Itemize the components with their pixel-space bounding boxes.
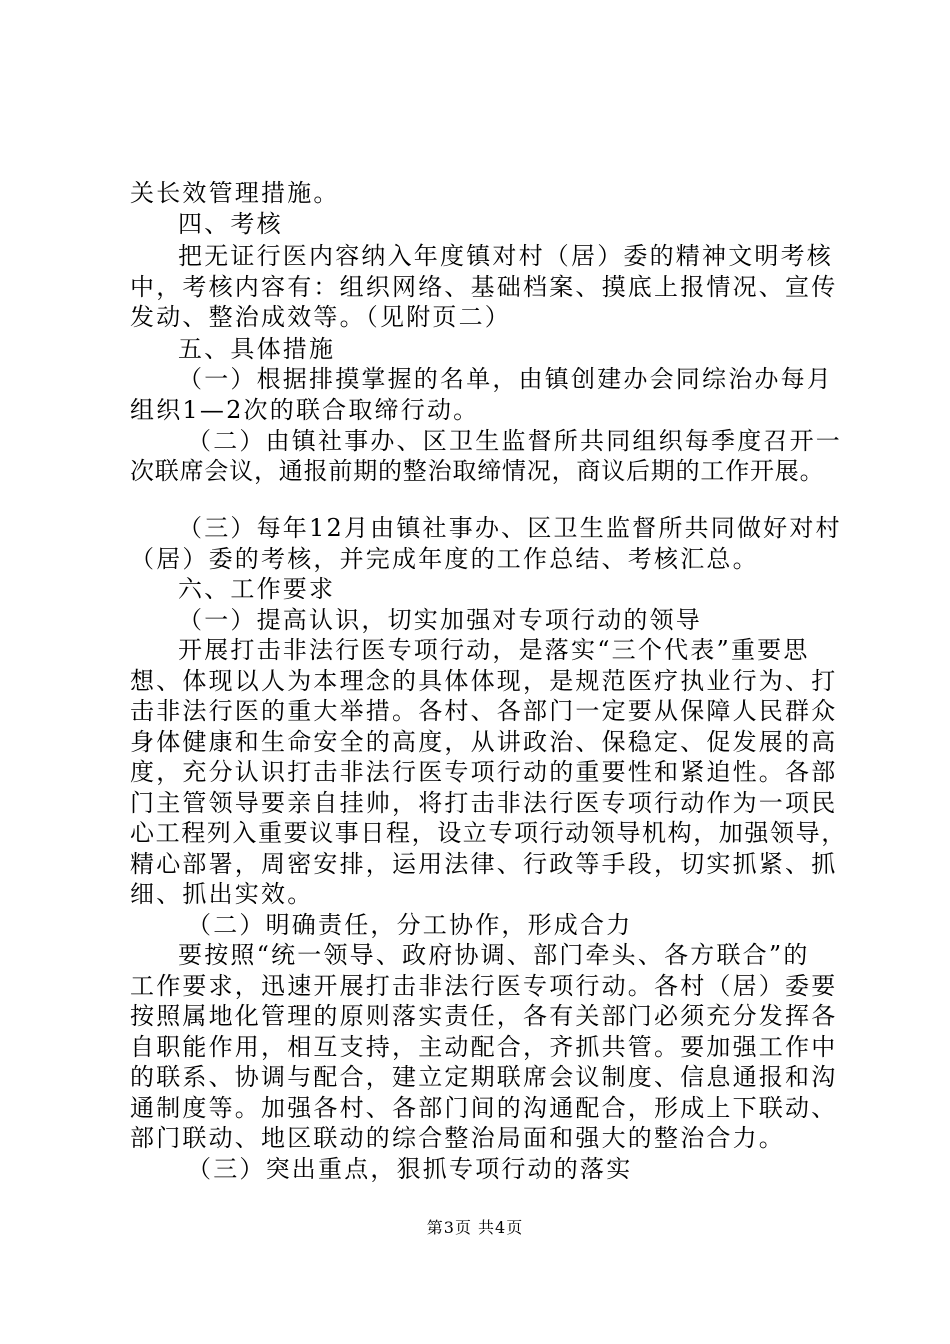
- body-text-line: 次联席会议，通报前期的整治取缔情况，商议后期的工作开展。: [130, 457, 825, 485]
- page-footer: 第3页 共4页: [426, 1218, 524, 1237]
- body-text-line: （居）委的考核，并完成年度的工作总结、考核汇总。: [130, 545, 759, 573]
- body-text-line: 把无证行医内容纳入年度镇对村（居）委的精神文明考核: [178, 242, 833, 270]
- subsection-heading: （一）提高认识，切实加强对专项行动的领导: [178, 606, 702, 634]
- body-text-line: 精心部署，周密安排，运用法律、行政等手段，切实抓紧、抓: [130, 850, 838, 878]
- section-heading: 五、具体措施: [178, 335, 336, 363]
- body-text-line: 细、抓出实效。: [130, 880, 314, 908]
- section-heading: 六、工作要求: [178, 575, 336, 603]
- body-text-line: 身体健康和生命安全的高度，从讲政治、保稳定、促发展的高: [130, 728, 838, 756]
- body-text-line: 度，充分认识打击非法行医专项行动的重要性和紧迫性。各部: [130, 758, 838, 786]
- body-text-line: 自职能作用，相互支持，主动配合，齐抓共管。要加强工作中: [130, 1033, 838, 1061]
- body-text-line: 门主管领导要亲自挂帅，将打击非法行医专项行动作为一项民: [130, 789, 838, 817]
- body-text-line: 工作要求，迅速开展打击非法行医专项行动。各村（居）委要: [130, 972, 838, 1000]
- body-text-line: 发动、整治成效等。（见附页二）: [130, 303, 511, 331]
- body-text-line: 中，考核内容有：组织网络、基础档案、摸底上报情况、宣传: [130, 273, 838, 301]
- body-text-line: （二）由镇社事办、区卫生监督所共同组织每季度召开一: [187, 427, 842, 455]
- section-heading: 四、考核: [178, 210, 283, 238]
- body-text-line: 部门联动、地区联动的综合整治局面和强大的整治合力。: [130, 1124, 785, 1152]
- body-text-line: （三）每年12月由镇社事办、区卫生监督所共同做好对村: [178, 514, 842, 542]
- body-text-line: 要按照“统一领导、政府协调、部门牵头、各方联合”的: [178, 941, 810, 969]
- subsection-heading: （二）明确责任，分工协作，形成合力: [187, 911, 633, 939]
- body-text-line: 通制度等。加强各村、各部门间的沟通配合，形成上下联动、: [130, 1094, 838, 1122]
- body-text-line: （一）根据排摸掌握的名单，由镇创建办会同综治办每月: [178, 365, 833, 393]
- body-text-line: 开展打击非法行医专项行动，是落实“三个代表”重要思: [178, 636, 810, 664]
- body-text-line: 按照属地化管理的原则落实责任，各有关部门必须充分发挥各: [130, 1002, 838, 1030]
- body-text-line: 的联系、协调与配合，建立定期联席会议制度、信息通报和沟: [130, 1063, 838, 1091]
- body-text-line: 关长效管理措施。: [130, 179, 340, 207]
- body-text-line: 心工程列入重要议事日程，设立专项行动领导机构，加强领导，: [130, 819, 847, 847]
- subsection-heading: （三）突出重点，狠抓专项行动的落实: [187, 1155, 633, 1183]
- body-text-line: 想、体现以人为本理念的具体体现，是规范医疗执业行为、打: [130, 667, 838, 695]
- body-text-line: 击非法行医的重大举措。各村、各部门一定要从保障人民群众: [130, 697, 838, 725]
- body-text-line: 组织1—2次的联合取缔行动。: [130, 396, 480, 424]
